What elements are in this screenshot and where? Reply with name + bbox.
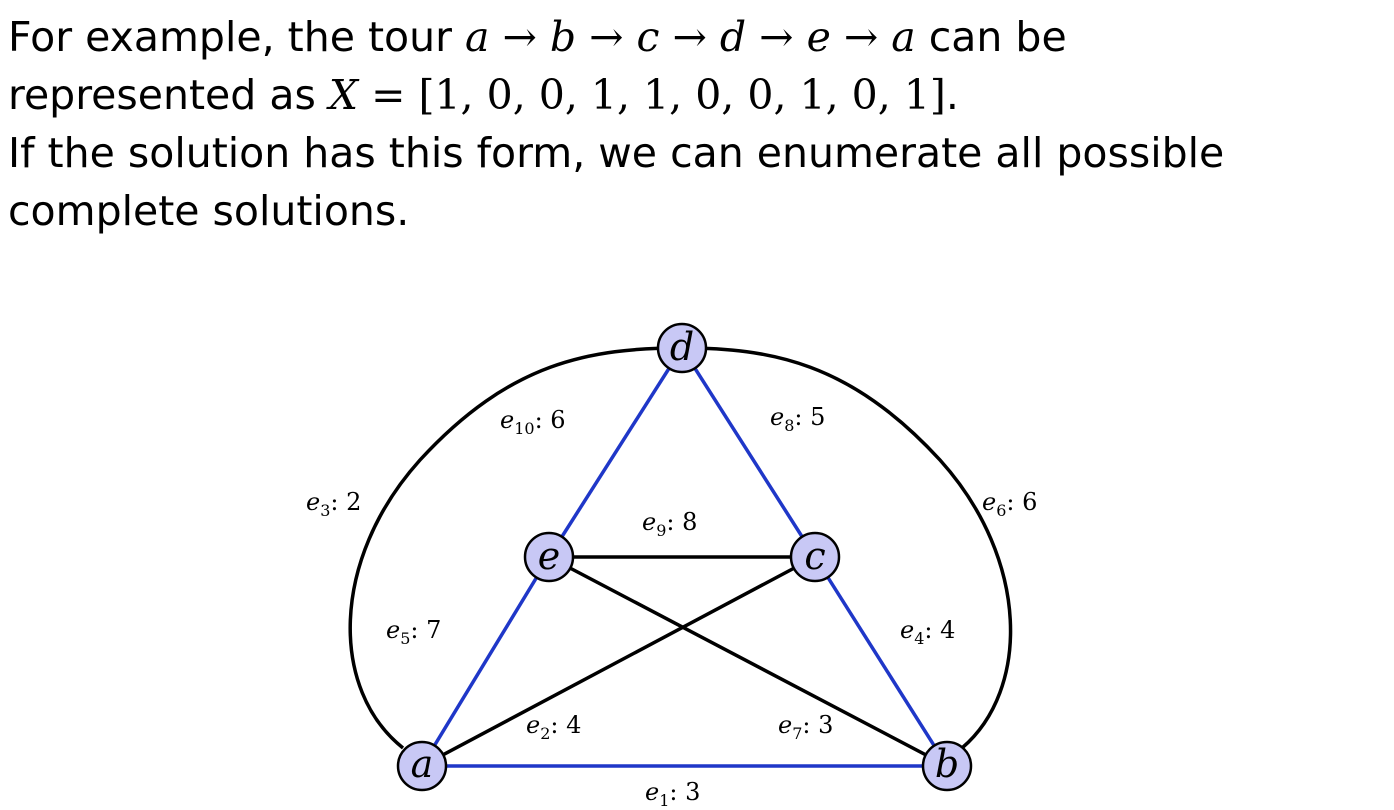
edge-label-e10: $e_{10}$: 6 [500,406,566,438]
edge-label-e8: $e_8$: 5 [770,403,826,435]
node-e [525,533,573,581]
edges-layer [350,348,1010,766]
edge-label-e7: $e_7$: 3 [778,711,834,743]
text-line-4: complete solutions. [8,187,410,235]
edge-e4 [815,557,947,766]
edge-e2 [422,557,815,766]
line1-suffix: can be [915,13,1067,61]
edge-label-e2: $e_2$: 4 [526,711,582,743]
vector-variable: X [328,71,359,119]
line2-suffix: . [945,71,959,119]
node-c-label: c [804,534,826,578]
node-b-label: b [934,742,960,786]
node-c [791,533,839,581]
edge-e8 [682,348,815,557]
node-a-label: a [410,742,434,786]
edge-label-e4: $e_4$: 4 [900,616,956,648]
edge-e7 [549,557,947,766]
text-line-3: If the solution has this form, we can enumerate all possible [8,129,1225,177]
edge-e6 [682,348,1011,748]
vector-value: = [1, 0, 0, 1, 1, 0, 0, 1, 0, 1] [358,71,946,119]
tour-expression: a → b → c → d → e → a [465,13,916,61]
node-d [658,324,706,372]
edge-label-e1: $e_1$: 3 [645,778,701,810]
edge-label-e9: $e_9$: 8 [642,508,698,540]
line2-prefix: represented as [8,71,329,119]
node-b [923,742,971,790]
node-d-label: d [669,325,695,369]
node-e-label: e [537,534,561,578]
line1-prefix: For example, the tour [8,13,465,61]
edge-e3 [350,348,682,748]
edge-label-e3: $e_3$: 2 [306,488,362,520]
node-a [398,742,446,790]
edge-label-e6: $e_6$: 6 [982,488,1038,520]
edge-label-e5: $e_5$: 7 [386,616,442,648]
